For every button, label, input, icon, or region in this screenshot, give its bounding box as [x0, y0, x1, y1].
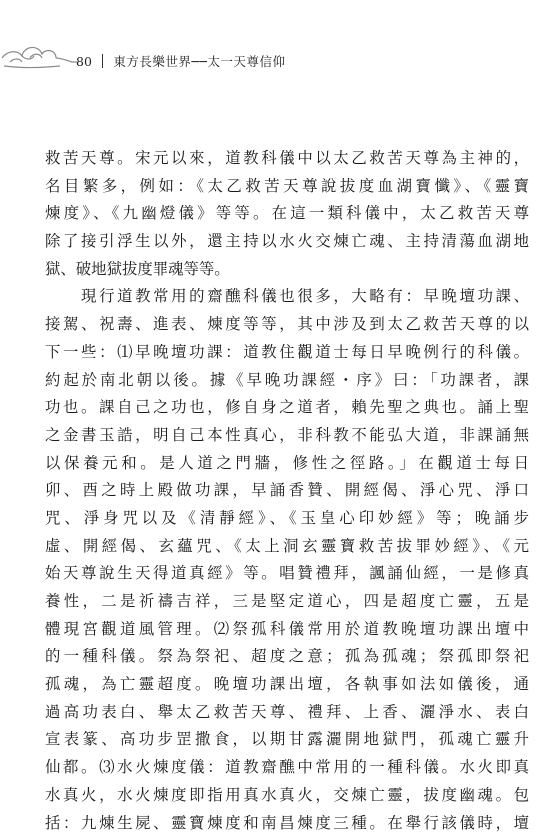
text-line: 宣表篆、高功步罡撒食，以期甘露灑開地獄門，孤魂亡靈升: [45, 726, 529, 754]
text-line: 約起於南北朝以後。據《早晚功課經・序》曰：「功課者，課: [45, 367, 529, 395]
text-line: 接駕、祝壽、進表、煉度等等，其中涉及到太乙救苦天尊的以: [45, 311, 529, 339]
text-line: 仙都。⑶水火煉度儀：道教齋醮中常用的一種科儀。水火即真: [45, 754, 529, 782]
text-line: 始天尊說生天得道真經》等。唱贊禮拜，諷誦仙經，一是修真: [45, 560, 529, 588]
text-line: 過高功表白、舉太乙救苦天尊、禮拜、上香、灑淨水、表白: [45, 699, 529, 727]
text-line: 體現宮觀道風管理。⑵祭孤科儀常用於道教晚壇功課出壇中: [45, 616, 529, 644]
text-line: 括：九煉生屍、靈寶煉度和南昌煉度三種。在舉行該儀時，壇: [45, 810, 529, 837]
text-line: 孤魂，為亡靈超度。晚壇功課出壇，各執事如法如儀後，通: [45, 671, 529, 699]
text-line: 的一種科儀。祭為祭祀、超度之意；孤為孤魂；祭孤即祭祀: [45, 643, 529, 671]
text-line: 獄、破地獄拔度罪魂等等。: [45, 256, 529, 284]
running-title: 東方長樂世界──太一天尊信仰: [113, 52, 285, 70]
text-line: 現行道教常用的齋醮科儀也很多，大略有：早晚壇功課、: [45, 283, 529, 311]
text-line: 救苦天尊。宋元以來，道教科儀中以太乙救苦天尊為主神的，: [45, 145, 529, 173]
body-text: [45, 145, 529, 837]
text-line: 煉度》、《九幽燈儀》等等。在這一類科儀中，太乙救苦天尊: [45, 200, 529, 228]
text-line: 除了接引浮生以外，還主持以水火交煉亡魂、主持清蕩血湖地: [45, 228, 529, 256]
text-line: 虛、開經偈、玄蘊咒、《太上洞玄靈寶救苦拔罪妙經》、《元: [45, 533, 529, 561]
text-line: 卯、酉之時上殿做功課，早誦香贊、開經偈、淨心咒、淨口: [45, 477, 529, 505]
page-number: 80: [76, 54, 92, 69]
text-line: 下一些：⑴早晚壇功課：道教住觀道士每日早晚例行的科儀。: [45, 339, 529, 367]
text-line: 功也。課自己之功也，修自身之道者，賴先聖之典也。誦上聖: [45, 394, 529, 422]
header-divider: [102, 54, 104, 68]
text-line: 名目繁多，例如：《太乙救苦天尊說拔度血湖寶懺》、《靈寶: [45, 173, 529, 201]
cloud-ornament-icon: [0, 28, 80, 76]
text-line: 水真火，水火煉度即指用真水真火，交煉亡靈，拔度幽魂。包: [45, 782, 529, 810]
text-line: 之金書玉誥，明自己本性真心，非科教不能弘大道，非課誦無: [45, 422, 529, 450]
running-header: [76, 52, 285, 70]
text-line: 以保養元和。是人道之門牆，修性之徑路。」在觀道士每日: [45, 450, 529, 478]
text-line: 養性，二是祈禱吉祥，三是堅定道心，四是超度亡靈，五是: [45, 588, 529, 616]
text-line: 咒、淨身咒以及《清靜經》、《玉皇心印妙經》等；晚誦步: [45, 505, 529, 533]
